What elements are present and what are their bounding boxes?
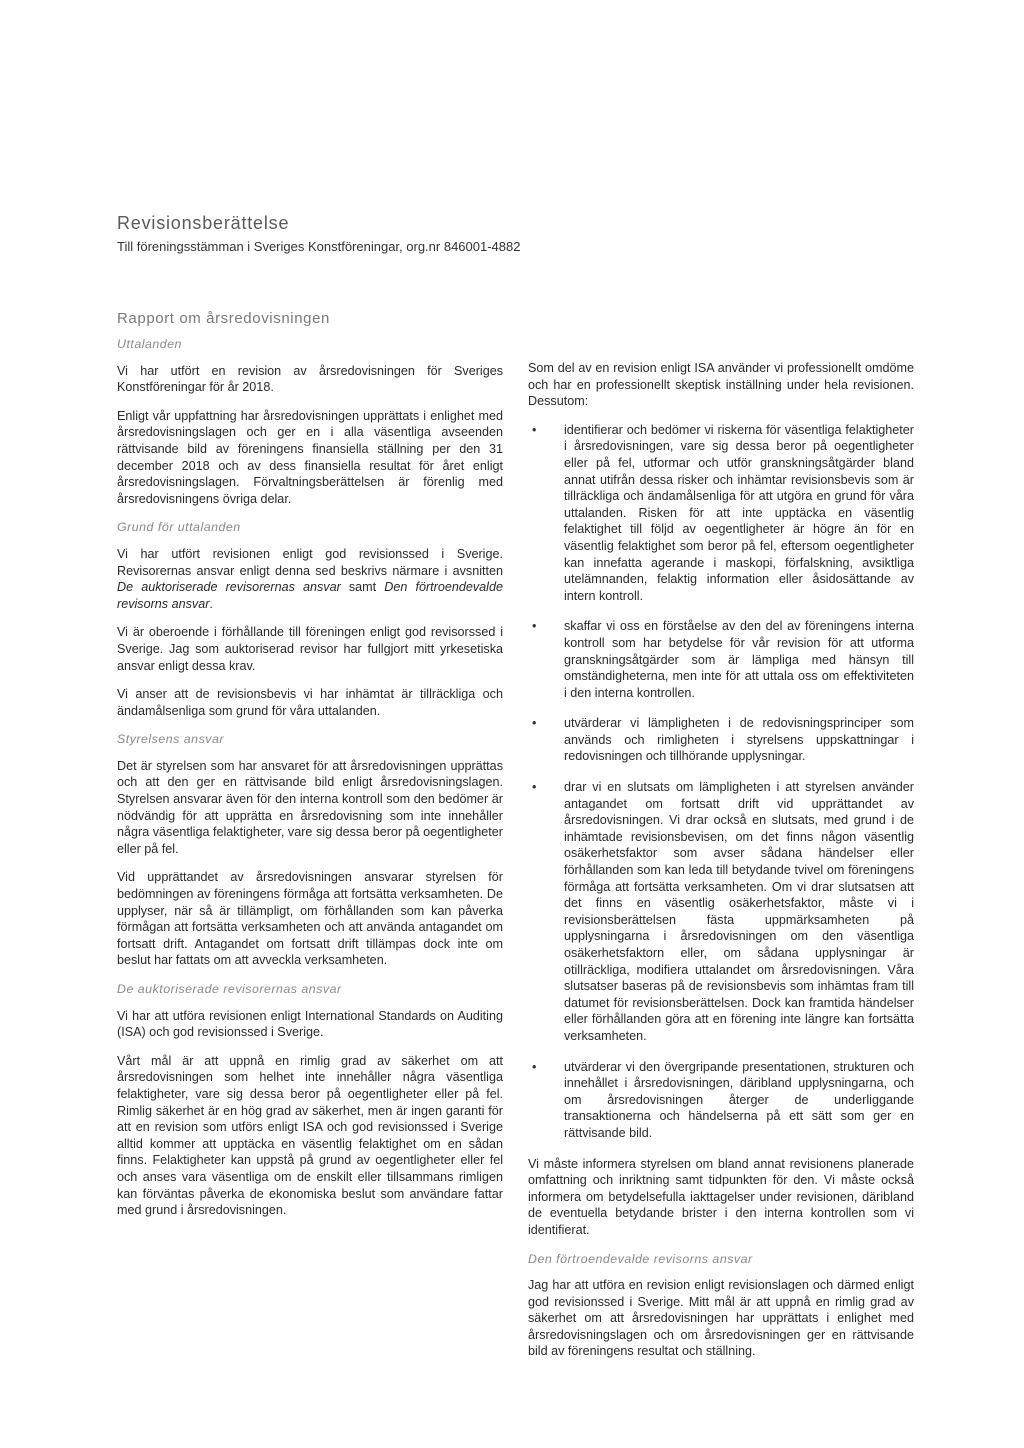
paragraph: Vårt mål är att uppnå en rimlig grad av säkerhet om att årsredovisningen som helhet inte innehåller några väsentliga felaktigheter, vare sig dessa beror på oegentligheter eller på fel. Rimlig säkerhet är en hög grad av säkerhet, men är ingen garanti för att en revision som utförs enligt ISA och god revisionssed i Sverige alltid kommer att upptäcka en väsentlig felaktighet om en sådan finns. Felaktigheter kan uppstå på grund av oegentligheter eller fel och anses vara väsentliga om de enskilt eller tillsammans rimligen kan förväntas påverka de ekonomiska beslut som användare fattar med grund i årsredovisningen. <box>117 1053 503 1218</box>
list-item: • utvärderar vi lämpligheten i de redovisningsprinciper som används och rimligheten i styrelsens uppskattningar i redovisningen och tillhörande upplysningar. <box>528 715 914 765</box>
paragraph: Vid upprättandet av årsredovisningen ansvarar styrelsen för bedömningen av föreningens förmåga att fortsätta verksamheten. De upplyser, när så är tillämpligt, om förhållanden som kan påverka förmågan att fortsätta verksamheten och att använda antagandet om fortsatt drift. Antagandet om fortsatt drift tillämpas dock inte om beslut har fattats om att avveckla verksamheten. <box>117 870 503 968</box>
heading-fortroendevalde: Den förtroendevalde revisorns ansvar <box>528 1251 753 1266</box>
italic-ref: De auktoriserade revisorernas ansvar <box>117 580 341 595</box>
heading-uttalanden: Uttalanden <box>117 337 182 351</box>
paragraph: Vi är oberoende i förhållande till föreningen enligt god revisorssed i Sverige. Jag som auktoriserad revisor har fullgjort mitt yrkesetiska ansvar enligt dessa krav. <box>117 625 503 673</box>
paragraph: Vi har att utföra revisionen enligt International Standards on Auditing (ISA) och god revisionssed i Sverige. <box>117 1008 503 1040</box>
heading-styrelsens-ansvar: Styrelsens ansvar <box>117 732 224 747</box>
list-item: • drar vi en slutsats om lämpligheten i att styrelsen använder antagandet om fortsatt drift vid upprättandet av årsredovisningen. Vi drar också en slutsats, med grund i de inhämtade revisionsbevisen, om det finns någon väsentlig osäkerhetsfaktor som avser sådana händelser eller förhållanden som kan leda till betydande tvivel om föreningens förmåga att fortsätta verksamheten. Om vi drar slutsatsen att det finns en väsentlig osäkerhetsfaktor, måste vi i revisionsberättelsen fästa uppmärksamheten på upplysningarna i årsredovisningen om den väsentliga osäkerhetsfaktorn eller, om sådana upplysningar är otillräckliga, modifiera uttalandet om årsredovisningen. Våra slutsatser baseras på de revisionsbevis som inhämtas fram till datumet för revisionsberättelsen. Dock kan framtida händelser eller förhållanden göra att en förening inte längre kan fortsätta verksamheten. <box>528 779 914 1045</box>
bullet-list <box>528 422 914 1142</box>
section-title: Rapport om årsredovisningen <box>117 310 330 327</box>
paragraph: Det är styrelsen som har ansvaret för att årsredovisningen upprättas och att den ger en rättvisande bild enligt årsredovisningslagen. Styrelsen ansvarar även för den interna kontroll som den bedömer är nödvändig för att upprätta en årsredovisning som inte innehåller några väsentliga felaktigheter, vare sig dessa beror på oegentligheter eller på fel. <box>117 758 503 856</box>
page-subtitle: Till föreningsstämman i Sveriges Konstföreningar, org.nr 846001-4882 <box>117 239 521 254</box>
heading-grund: Grund för uttalanden <box>117 520 241 535</box>
paragraph: Enligt vår uppfattning har årsredovisningen upprättats i enlighet med årsredovisningslagen och ger en i alla väsentliga avseenden rättvisande bild av föreningens finansiella ställning per den 31 december 2018 och av dess finansiella resultat för året enligt årsredovisningslagen. Förvaltningsberättelsen är förenlig med årsredovisningens övriga delar. <box>117 408 503 506</box>
italic-ref: Den förtroendevalde revisorns ansvar <box>117 580 503 611</box>
left-column <box>117 336 503 1231</box>
paragraph <box>117 546 503 612</box>
list-item: • identifierar och bedömer vi riskerna för väsentliga felaktigheter i årsredovisningen, vare sig dessa beror på oegentligheter eller på fel, utformar och utför granskningsåtgärder bland annat utifrån dessa risker och inhämtar revisionsbevis som är tillräckliga och ändamålsenliga för att utgöra en grund för våra uttalanden. Risken för att inte upptäcka en väsentlig felaktighet till följd av oegentligheter är högre än för en väsentlig felaktighet som beror på fel, eftersom oegentligheter kan innefatta agerande i maskopi, förfalskning, avsiktliga utelämnanden, felaktig information eller åsidosättande av intern kontroll. <box>528 422 914 605</box>
paragraph: Vi har utfört en revision av årsredovisningen för Sveriges Konstföreningar för år 2018. <box>117 363 503 395</box>
list-item: • utvärderar vi den övergripande presentationen, strukturen och innehållet i årsredovisningen, däribland upplysningarna, och om årsredovisningen återger de underliggande transaktionerna och händelserna på ett sätt som ger en rättvisande bild. <box>528 1059 914 1142</box>
text-run: . <box>209 596 213 611</box>
heading-auktoriserade: De auktoriserade revisorernas ansvar <box>117 982 342 996</box>
right-column <box>528 360 914 1372</box>
paragraph: Vi måste informera styrelsen om bland annat revisionens planerade omfattning och inriktning samt tidpunkten för den. Vi måste också informera om betydelsefulla iakttagelser under revisionen, däribland de eventuella betydande brister i den interna kontrollen som vi identifierat. <box>528 1156 914 1237</box>
paragraph: Som del av en revision enligt ISA använder vi professionellt omdöme och har en professionellt skeptisk inställning under hela revisionen. Dessutom: <box>528 361 914 409</box>
text-run: Vi har utfört revisionen enligt god revisionssed i Sverige. Revisorernas ansvar enligt denna sed beskrivs närmare i avsnitten <box>117 546 503 578</box>
page-title: Revisionsberättelse <box>117 213 290 233</box>
paragraph: Vi anser att de revisionsbevis vi har inhämtat är tillräckliga och ändamålsenliga som grund för våra uttalanden. <box>117 687 503 718</box>
list-item: • skaffar vi oss en förståelse av den del av föreningens interna kontroll som har betydelse för vår revision för att utforma granskningsåtgärder som är lämpliga med hänsyn till omständigheterna, men inte för att uttala oss om effektiviteten i den interna kontrollen. <box>528 618 914 701</box>
paragraph: Jag har att utföra en revision enligt revisionslagen och därmed enligt god revisionssed i Sverige. Mitt mål är att uppnå en rimlig grad av säkerhet om att årsredovisningen har upprättats i enlighet med årsredovisningslagen och om årsredovisningen ger en rättvisande bild av föreningens resultat och ställning. <box>528 1278 914 1359</box>
text-run: samt <box>340 580 385 595</box>
